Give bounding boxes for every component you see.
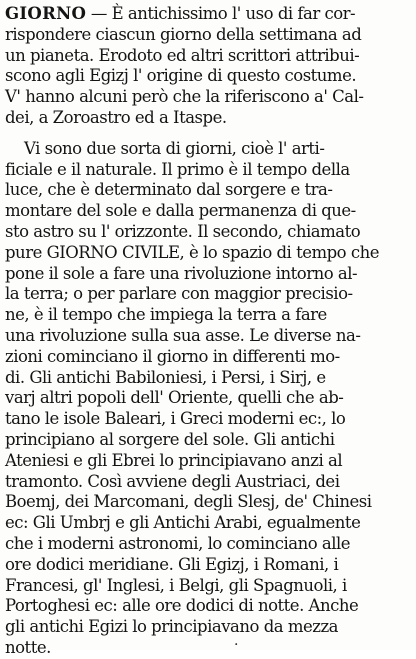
paragraph-2-line: ec: Gli Umbrj e gli Antichi Arabi, egualmente [5, 513, 361, 533]
paragraph-2-line: zioni cominciano il giorno in differenti mo- [5, 346, 340, 366]
headword: GIORNO [5, 4, 87, 23]
paragraph-1-line-1 [5, 4, 409, 25]
paragraph-2-line: una rivoluzione sulla sua asse. Le diverse na- [5, 325, 361, 345]
stray-mark: . [234, 633, 239, 649]
paragraph-1-line: dei, a Zoroastro ed a Itaspe. [5, 107, 227, 127]
paragraph-2-line: tano le isole Baleari, i Greci moderni ec:, lo [5, 409, 346, 429]
paragraph-2-line: gli antichi Egizi lo principiavano da mezza [5, 617, 338, 637]
paragraph-2-line: di. Gli antichi Babiloniesi, i Persi, i Sirj, e [5, 367, 326, 387]
paragraph-2-line: pure GIORNO CIVILE, è lo spazio di tempo che [5, 242, 379, 262]
paragraph-1-line: rispondere ciascun giorno della settimana ad [5, 24, 362, 44]
paragraph-2-line: ore dodici meridiane. Gli Egizj, i Romani, i [5, 554, 339, 574]
paragraph-2-line: ne, è il tempo che impiega la terra a fare [5, 305, 327, 325]
paragraph-2-line: notte. [5, 637, 51, 657]
paragraph-2-line: la terra; o per parlare con maggior precisio- [5, 284, 353, 304]
paragraph-2-line: Portoghesi ec: alle ore dodici di notte. Anche [5, 596, 359, 616]
paragraph-2-line: Francesi, gl' Inglesi, i Belgi, gli Spagnuoli, i [5, 575, 347, 595]
paragraph-2-line: principiano al sorgere del sole. Gli antichi [5, 429, 335, 449]
paragraph-2-line: varj altri popoli dell' Oriente, quelli che ab- [5, 388, 344, 408]
paragraph-2-line: Boemj, dei Marcomani, degli Slesj, de' Chinesi [5, 492, 372, 512]
paragraph-1-line-1-text: — È antichissimo l' uso di far cor- [86, 4, 356, 23]
paragraph-2-line: Ateniesi e gli Ebrei lo principiavano anzi al [5, 450, 343, 470]
paragraph-2-line: luce, che è determinato dal sorgere e tra- [5, 180, 333, 200]
paragraph-1-line: V' hanno alcuni però che la riferiscono a' Cal- [5, 87, 364, 107]
paragraph-2-line: pone il sole a fare una rivoluzione intorno al- [5, 263, 358, 283]
article-text [5, 4, 409, 659]
paragraph-2-line: montare del sole e dalla permanenza di que- [5, 201, 356, 221]
paragraph-2-line: ficiale e il naturale. Il primo è il tempo della [5, 159, 350, 179]
paragraph-1-line: un pianeta. Erodoto ed altri scrittori attribui- [5, 45, 360, 65]
paragraph-2-line: che i moderni astronomi, lo cominciano alle [5, 533, 351, 553]
paragraph-2-line: tramonto. Così avviene degli Austriaci, dei [5, 471, 340, 491]
paragraph-2-line: sto astro su l' orizzonte. Il secondo, chiamato [5, 221, 361, 241]
paragraph-2-line: Vi sono due sorta di giorni, cioè l' arti- [5, 138, 325, 158]
paragraph-1-line: scono agli Egizj l' origine di questo costume. [5, 66, 357, 86]
paragraph-gap [5, 129, 409, 139]
